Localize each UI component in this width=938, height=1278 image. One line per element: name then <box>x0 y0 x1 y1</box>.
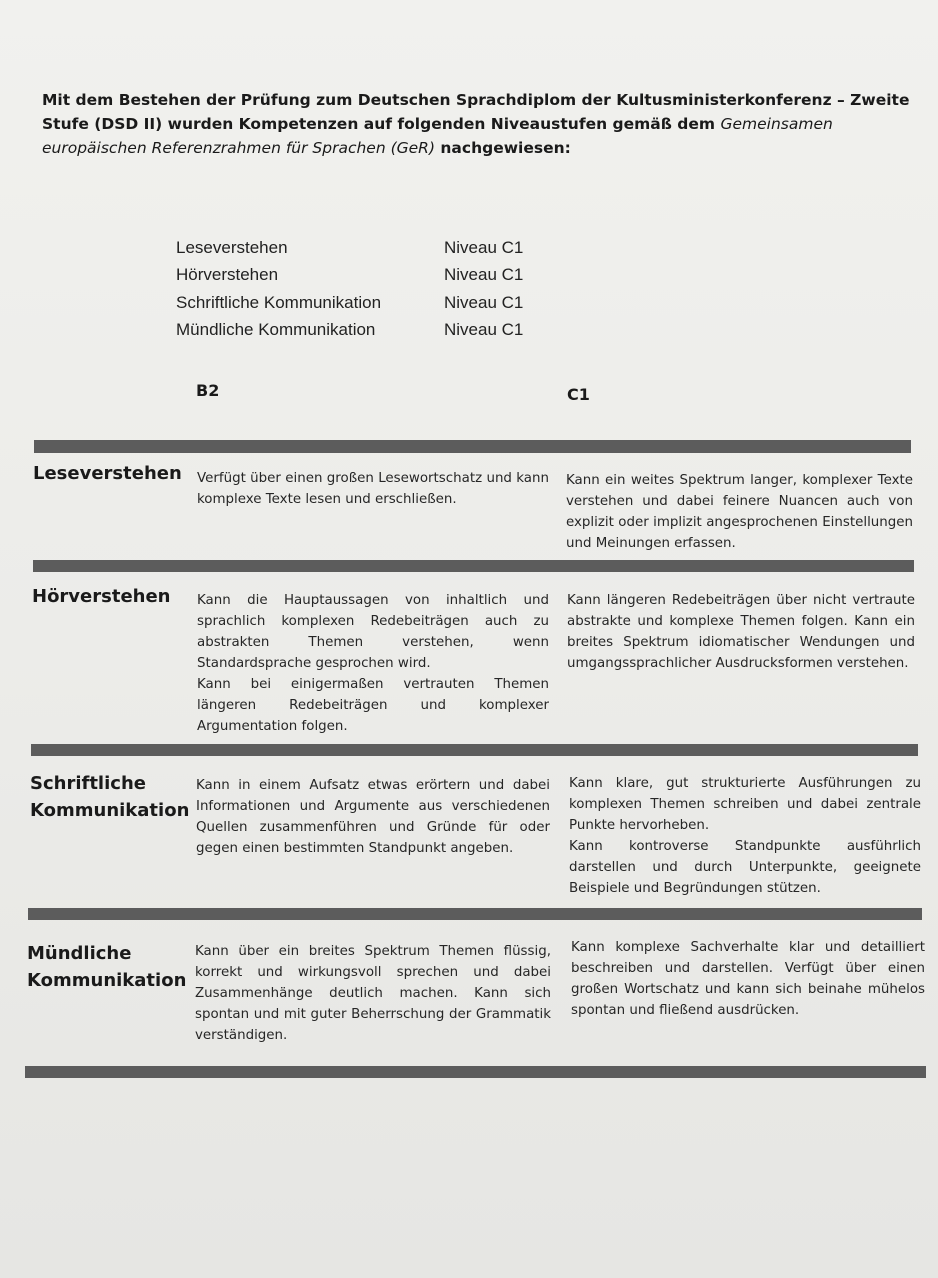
table-divider <box>34 440 911 453</box>
cell-schriftliche-b2: Kann in einem Aufsatz etwas erörtern und dabei Informationen und Argumente aus verschiedenen Quellen zusammenführen und Gründe für oder gegen einen bestimmten Standpunkt angeben. <box>196 778 550 856</box>
intro-reference-framework: Gemeinsamen europäischen Referenzrahmen für Sprachen (GeR) <box>42 115 833 157</box>
cell-hoerverstehen-b2: Kann die Hauptaussagen von inhaltlich und sprachlich komplexen Redebeiträgen auch zu abstrakten Themen verstehen, wenn Standardsprache gesprochen wird. Kann bei einigermaßen vertrauten Themen längeren Redebeiträgen und komplexer Argumentation folgen. <box>197 593 549 734</box>
category-hoerverstehen: Hörverstehen <box>32 586 171 607</box>
level-row <box>176 262 523 290</box>
cell-leseverstehen-c1: Kann ein weites Spektrum langer, komplexer Texte verstehen und dabei feinere Nuancen auch von explizit oder implizit angesprochenen Einstellungen und Meinungen erfassen. <box>566 473 913 551</box>
column-header-b2: B2 <box>196 381 220 400</box>
cell-muendliche-b2: Kann über ein breites Spektrum Themen flüssig, korrekt und wirkungsvoll sprechen und dabei Zusammenhänge deutlich machen. Kann sich spontan und mit guter Beherrschung der Grammatik verständigen. <box>195 944 551 1043</box>
intro-text-end: nachgewiesen: <box>435 139 571 157</box>
category-leseverstehen: Leseverstehen <box>33 463 182 484</box>
cell-hoerverstehen-c1: Kann längeren Redebeiträgen über nicht vertraute abstrakte und komplexe Themen folgen. Kann ein breites Spektrum idiomatischer Wendungen und umgangssprachlicher Ausdrucksformen verstehen. <box>567 593 915 671</box>
level-value: Niveau C1 <box>444 265 524 285</box>
table-divider <box>28 908 922 920</box>
column-header-c1: C1 <box>567 385 590 404</box>
cell-leseverstehen-b2: Verfügt über einen großen Lesewortschatz und kann komplexe Texte lesen und erschließen. <box>197 471 549 507</box>
cell-muendliche-c1: Kann komplexe Sachverhalte klar und detailliert beschreiben und darstellen. Verfügt über einen großen Wortschatz und kann sich beinahe mühelos spontan und fließend ausdrücken. <box>571 940 925 1018</box>
level-summary <box>176 234 523 344</box>
level-row <box>176 289 523 317</box>
level-label: Hörverstehen <box>176 265 279 285</box>
category-schriftliche-kommunikation: Schriftliche Kommunikation <box>30 773 190 821</box>
intro-text-start: Mit dem Bestehen der Prüfung zum Deutschen Sprachdiplom der Kultusministerkonferenz – Zweite Stufe (DSD II) wurden Kompetenzen auf folgenden Niveaustufen gemäß dem <box>42 91 910 133</box>
level-row <box>176 234 523 262</box>
table-divider <box>31 744 918 756</box>
level-value: Niveau C1 <box>444 237 524 257</box>
level-label: Leseverstehen <box>176 237 288 257</box>
table-divider <box>25 1066 926 1078</box>
intro-paragraph <box>42 88 912 160</box>
category-muendliche-kommunikation: Mündliche Kommunikation <box>27 943 187 991</box>
table-divider <box>33 560 914 572</box>
cell-schriftliche-c1: Kann klare, gut strukturierte Ausführungen zu komplexen Themen schreiben und dabei zentrale Punkte hervorheben. Kann kontroverse Standpunkte ausführlich darstellen und durch Unterpunkte, geeignete Beispiele und Begründungen stützen. <box>569 776 921 896</box>
level-row <box>176 317 523 345</box>
level-label: Mündliche Kommunikation <box>176 320 376 340</box>
level-value: Niveau C1 <box>444 292 524 312</box>
level-label: Schriftliche Kommunikation <box>176 292 382 312</box>
level-value: Niveau C1 <box>444 320 524 340</box>
